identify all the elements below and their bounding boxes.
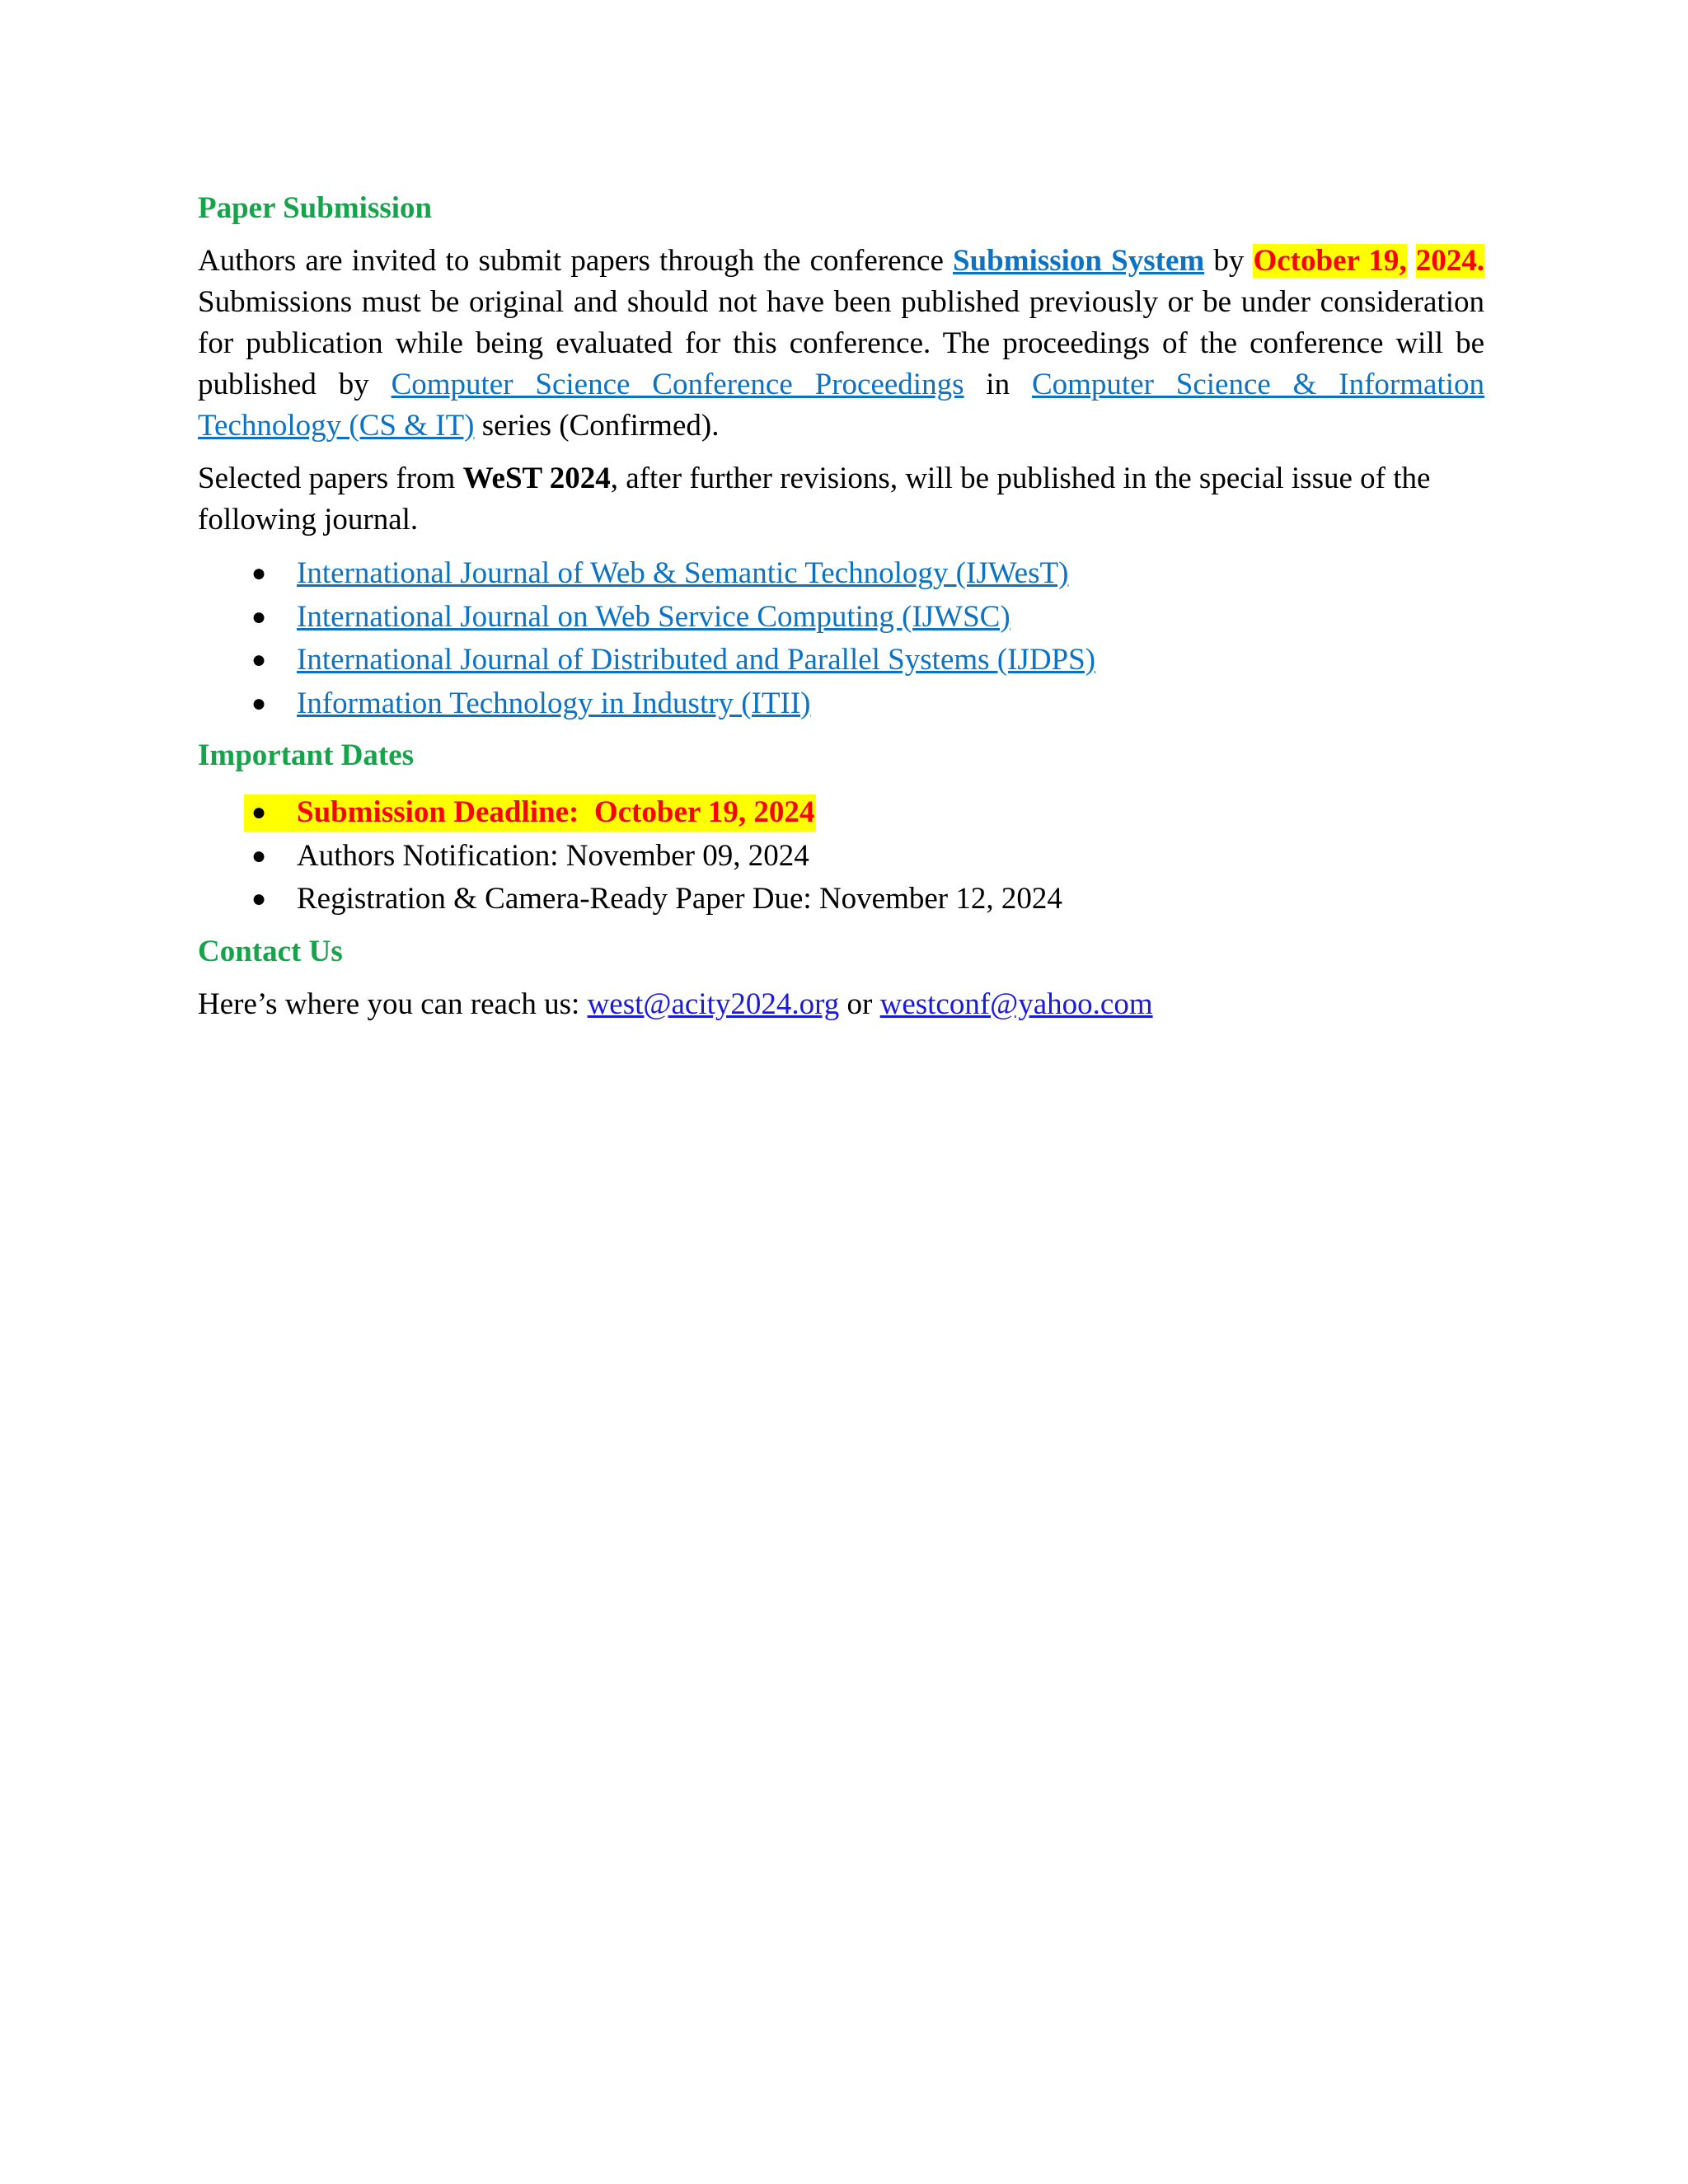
bullet-icon: ● (251, 602, 267, 630)
list-item (198, 682, 1484, 726)
proceedings-link[interactable]: Computer Science Conference Proceedings (391, 368, 964, 401)
dates-list (198, 791, 1484, 921)
submission-text-b: by (1204, 244, 1254, 278)
contact-us-heading: Contact Us (198, 934, 343, 968)
conference-name: WeST 2024 (462, 462, 611, 495)
submission-text-c: Submissions must be original and should not have been published previously or be under consideration for publication while being evaluated for this conference. The proceedings of the conference will be published by (198, 285, 1484, 401)
journal-list (198, 552, 1484, 725)
list-item (198, 552, 1484, 596)
submission-deadline-highlight-a: October 19, (1253, 244, 1407, 278)
list-item (198, 596, 1484, 640)
contact-paragraph (198, 984, 1484, 1025)
contact-text-b: or (839, 987, 880, 1021)
submission-deadline-highlight-b: 2024. (1415, 244, 1485, 278)
email-link-yahoo[interactable]: westconf@yahoo.com (879, 987, 1153, 1021)
bullet-icon: ● (251, 689, 267, 717)
journal-link-ijdps[interactable]: International Journal of Distributed and Parallel Systems (IJDPS) (297, 643, 1096, 677)
list-item (198, 639, 1484, 682)
submission-text-e: series (Confirmed). (474, 409, 720, 443)
paper-submission-heading: Paper Submission (198, 191, 433, 225)
bullet-icon: ● (251, 885, 267, 912)
selected-papers-paragraph (198, 458, 1451, 541)
bullet-icon: ● (251, 841, 267, 869)
selected-text-a: Selected papers from (198, 462, 463, 495)
important-dates-heading: Important Dates (198, 738, 415, 772)
contact-text-a: Here’s where you can reach us: (198, 987, 588, 1021)
journal-link-ijwsc[interactable]: International Journal on Web Service Computing (IJWSC) (297, 599, 1010, 634)
cs-it-series-link[interactable]: Computer Science & Information Technology (CS & IT) (198, 368, 1484, 443)
submission-paragraph (198, 241, 1484, 447)
authors-notification-text: Authors Notification: November 09, 2024 (297, 838, 809, 873)
selected-text-b: , after further revisions, will be published in the special issue of the following journal. (198, 462, 1431, 537)
submission-deadline-text: Submission Deadline: October 19, 2024 (297, 795, 815, 829)
camera-ready-text: Registration & Camera-Ready Paper Due: November 12, 2024 (297, 882, 1062, 916)
submission-deadline-item (198, 791, 816, 835)
journal-link-ijwest[interactable]: International Journal of Web & Semantic Technology (IJWesT) (297, 556, 1069, 590)
bullet-icon: ● (251, 799, 267, 826)
journal-link-itii[interactable]: Information Technology in Industry (ITII) (297, 686, 811, 720)
list-item (198, 878, 1484, 921)
submission-text-a: Authors are invited to submit papers through the conference (198, 244, 954, 278)
bullet-icon: ● (251, 646, 267, 673)
document-content (198, 188, 1484, 1025)
submission-text-d: in (964, 368, 1032, 401)
email-link-acity[interactable]: west@acity2024.org (587, 987, 840, 1021)
bullet-icon: ● (251, 560, 267, 587)
submission-system-link[interactable]: Submission System (953, 244, 1205, 278)
list-item (198, 835, 1484, 879)
